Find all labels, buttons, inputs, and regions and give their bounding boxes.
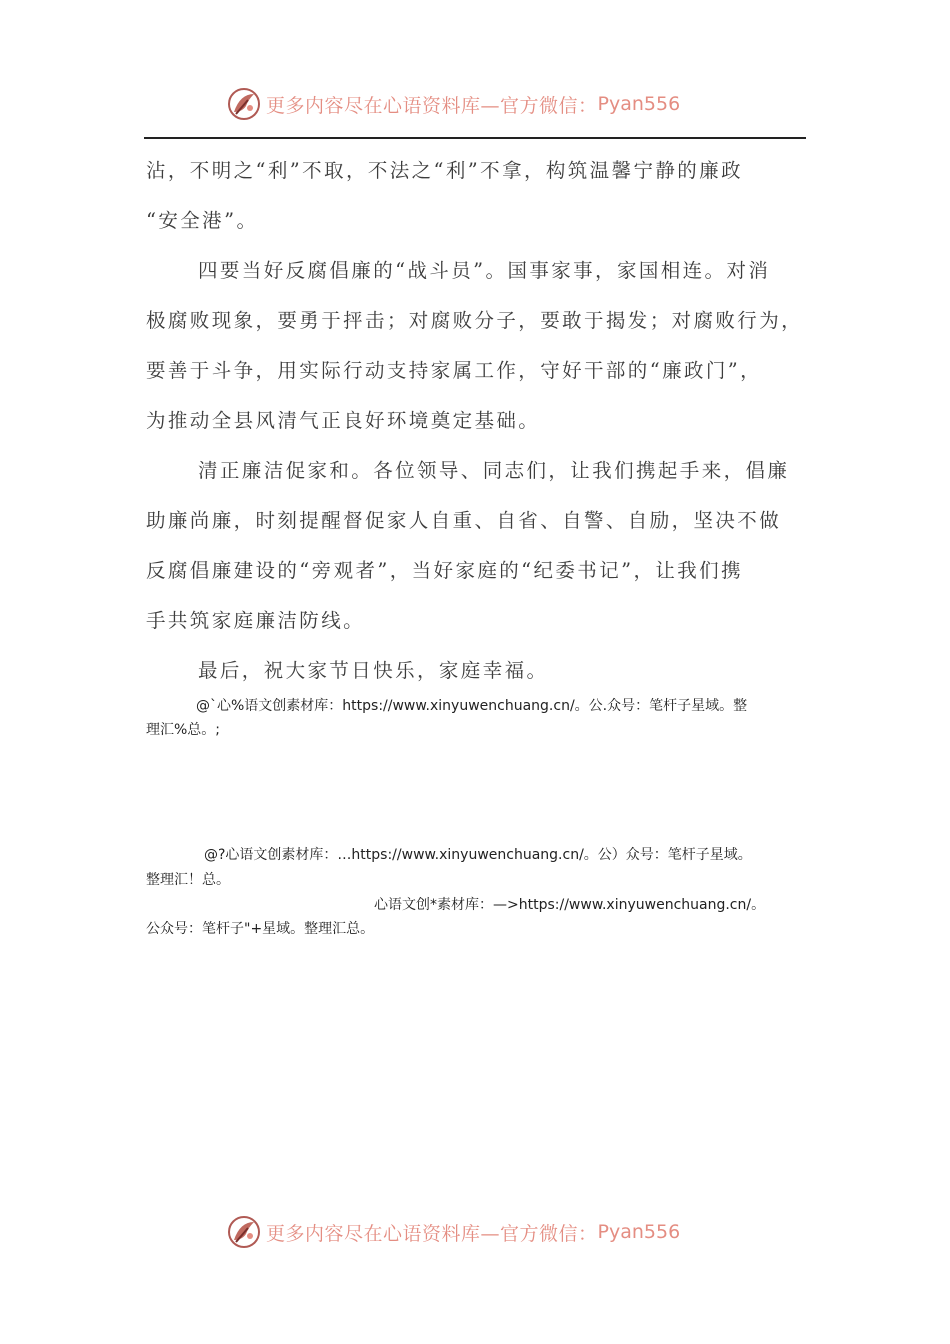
header-brand [226, 82, 680, 126]
body-line: 为推动全县风清气正良好环境奠定基础。 [146, 409, 541, 432]
source-note-3-line-1: 心语文创*素材库：—>https://www.xinyuwenchuang.cn/。 [374, 897, 766, 913]
header-divider [144, 137, 806, 139]
footer-brand [226, 1210, 680, 1254]
body-line: “安全港”。 [146, 209, 259, 232]
page-header [0, 82, 950, 126]
footer-brand-text: 更多内容尽在心语资料库—官方微信： [266, 1222, 598, 1245]
page-footer [0, 1210, 950, 1254]
source-note-1-line-2: 理汇%总。; [146, 722, 221, 738]
document-body [146, 156, 814, 686]
pen-logo-icon [226, 1214, 262, 1250]
footer-brand-id: Pyan556 [597, 1221, 681, 1243]
header-brand-text: 更多内容尽在心语资料库—官方微信： [266, 94, 598, 117]
body-line: 沾，不明之“利”不取，不法之“利”不拿，构筑温馨宁静的廉政 [146, 159, 743, 182]
source-note-1-line-1: @`心%语文创素材库：https://www.xinyuwenchuang.cn/。公.众号：笔杆子星域。整 [196, 698, 748, 714]
source-note-3-line-2: 公众号：笔杆子"+星域。整理汇总。 [146, 921, 375, 937]
body-line: 极腐败现象，要勇于抨击；对腐败分子，要敢于揭发；对腐败行为， [146, 309, 804, 332]
pen-logo-icon [226, 86, 262, 122]
body-line: 助廉尚廉，时刻提醒督促家人自重、自省、自警、自励，坚决不做 [146, 509, 782, 532]
source-note-2-line-1: @?心语文创素材库：…https://www.xinyuwenchuang.cn/。公）众号：笔杆子星域。 [204, 847, 752, 863]
header-brand-id: Pyan556 [597, 93, 681, 115]
body-line: 要善于斗争，用实际行动支持家属工作，守好干部的“廉政门”， [146, 359, 763, 382]
body-line: 四要当好反腐倡廉的“战斗员”。国事家事，家国相连。对消 [198, 259, 771, 282]
body-line: 最后，祝大家节日快乐，家庭幸福。 [198, 659, 549, 682]
body-line: 手共筑家庭廉洁防线。 [146, 609, 366, 632]
body-line: 反腐倡廉建设的“旁观者”，当好家庭的“纪委书记”，让我们携 [146, 559, 743, 582]
source-note-2-line-2: 整理汇！总。 [146, 872, 230, 888]
body-line: 清正廉洁促家和。各位领导、同志们，让我们携起手来，倡廉 [198, 459, 790, 482]
